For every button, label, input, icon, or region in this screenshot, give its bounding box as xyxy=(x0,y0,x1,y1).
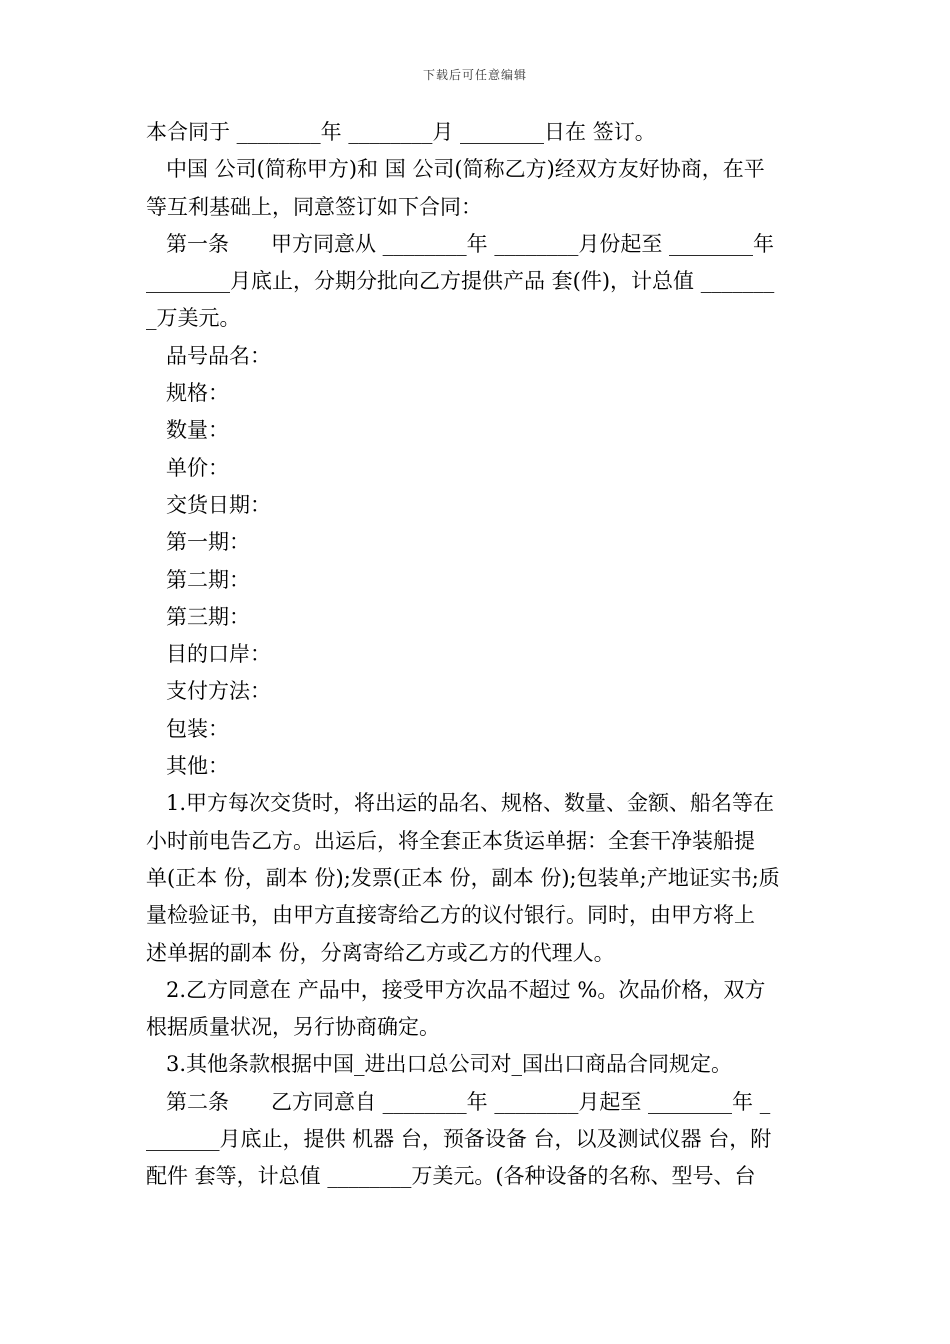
field-destination-port: 目的口岸： xyxy=(166,642,271,667)
article-one-line: 第一条 甲方同意从 ________年 ________月份起至 ________年 xyxy=(166,231,775,256)
field-other: 其他： xyxy=(166,754,229,779)
field-phase-one: 第一期： xyxy=(166,530,250,555)
article-two-line: 第二条 乙方同意自 ________年 ________月起至 ________年 _ xyxy=(166,1089,771,1114)
field-unit-price: 单价： xyxy=(166,455,229,480)
parties-intro-line: 中国 公司(简称甲方)和 国 公司(简称乙方)经双方友好协商，在平 xyxy=(166,157,765,182)
contract-body xyxy=(146,114,808,1196)
field-packaging: 包装： xyxy=(166,716,229,741)
clause-two-line-2: 根据质量状况，另行协商确定。 xyxy=(146,1015,440,1040)
field-phase-three: 第三期： xyxy=(166,604,250,629)
field-specification: 规格： xyxy=(166,381,229,406)
article-two-line-3: 配件 套等，计总值 ________万美元。(各种设备的名称、型号、台 xyxy=(146,1164,756,1189)
article-two-line-2: _______月底止，提供 机器 台，预备设备 台，以及测试仪器 台，附 xyxy=(146,1127,772,1152)
clause-three-line: 3.其他条款根据中国_进出口总公司对_国出口商品合同规定。 xyxy=(166,1052,733,1077)
page-header: 下载后可任意编辑 xyxy=(422,68,527,82)
clause-one-line-2: 小时前电告乙方。出运后，将全套正本货运单据：全套干净装船提 xyxy=(146,828,755,853)
clause-one-line-5: 述单据的副本 份，分离寄给乙方或乙方的代理人。 xyxy=(146,940,615,965)
clause-one-line-3: 单(正本 份，副本 份);发票(正本 份，副本 份);包装单;产地证实书;质 xyxy=(146,865,780,890)
field-product-name: 品号品名： xyxy=(166,343,271,368)
article-one-line-cont: ________月底止，分期分批向乙方提供产品 套(件)，计总值 _______ xyxy=(146,269,775,294)
field-phase-two: 第二期： xyxy=(166,567,250,592)
parties-intro-line-cont: 等互利基础上，同意签订如下合同： xyxy=(146,194,482,219)
signing-date-line: 本合同于 ________年 ________月 ________日在 签订。 xyxy=(146,120,656,144)
clause-one-line: 1.甲方每次交货时，将出运的品名、规格、数量、金额、船名等在 xyxy=(166,791,775,816)
clause-one-line-4: 量检验证书，由甲方直接寄给乙方的议付银行。同时，由甲方将上 xyxy=(146,903,755,928)
field-delivery-date: 交货日期： xyxy=(166,492,271,517)
clause-two-line: 2.乙方同意在 产品中，接受甲方次品不超过 %。次品价格，双方 xyxy=(166,977,766,1002)
field-quantity: 数量： xyxy=(166,418,229,443)
field-payment-method: 支付方法： xyxy=(166,679,271,704)
article-one-line-end: _万美元。 xyxy=(146,306,241,331)
